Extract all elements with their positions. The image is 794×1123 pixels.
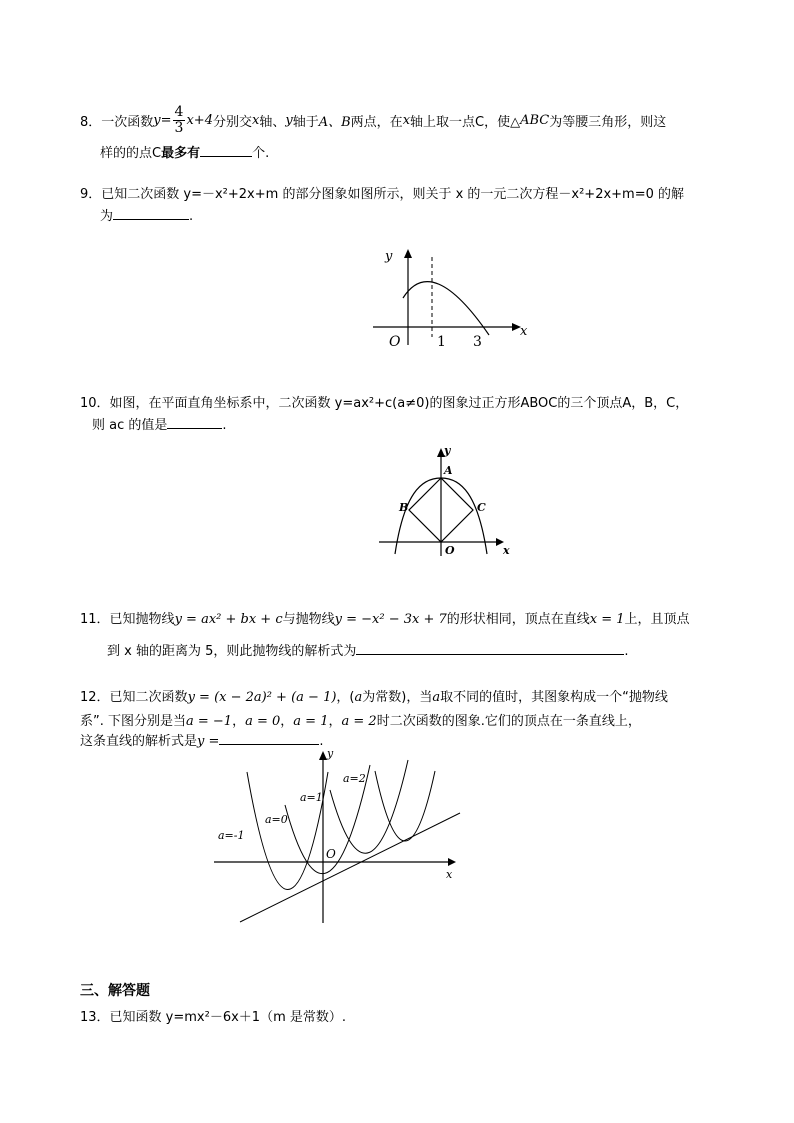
question-text: 则 ac 的值是	[92, 418, 168, 433]
question-text: 已知抛物线	[109, 612, 175, 627]
question-10-line1	[80, 392, 688, 411]
math-var: x	[251, 112, 260, 128]
y-axis-label: y	[385, 249, 393, 264]
question-text: 上，且顶点	[624, 612, 690, 627]
question-text: ，	[280, 714, 294, 729]
figure-9-graph	[365, 245, 530, 355]
question-text: 这条直线的解析式是	[80, 734, 198, 749]
answer-blank[interactable]	[356, 642, 624, 655]
math-expr: y =	[197, 734, 220, 749]
math-var: A、B	[318, 114, 351, 130]
question-text: 与抛物线	[282, 612, 335, 627]
question-11-line1	[80, 608, 690, 627]
tick-label-1: 1	[437, 334, 446, 350]
math-expr: a = −1	[186, 714, 233, 729]
question-text-bold: 最多有	[161, 146, 201, 161]
y-axis-arrow	[404, 249, 412, 258]
label-a-0: a=0	[265, 813, 288, 826]
figure-10-graph	[375, 442, 520, 560]
question-text: 为常数)，当	[362, 690, 433, 705]
question-text: 样的的点C	[100, 146, 162, 161]
math-expr: a = 2	[341, 714, 377, 729]
question-text: 已知二次函数	[109, 690, 188, 705]
math-var: y	[285, 112, 293, 128]
question-text: 取不同的值时，其图象构成一个“抛物线	[440, 690, 668, 705]
answer-blank[interactable]	[113, 207, 189, 220]
math-expr: x = 1	[589, 612, 625, 627]
math-var: x	[402, 112, 411, 128]
question-number: 12．	[80, 690, 110, 705]
answer-blank[interactable]	[167, 416, 222, 429]
question-text: 轴、	[259, 114, 286, 130]
math-expr: a = 0	[245, 714, 281, 729]
math-expr: y=	[153, 112, 172, 128]
question-text: 13．已知函数 y=mx²－6x＋1（m 是常数）.	[80, 1010, 346, 1025]
question-9-line1	[80, 183, 684, 202]
math-var: a	[354, 690, 363, 705]
tick-label-3: 3	[473, 334, 482, 350]
question-text: ，	[232, 714, 246, 729]
question-text: 一次函数	[101, 114, 154, 130]
label-a-minus-1: a=-1	[218, 829, 245, 842]
question-8-line1	[80, 105, 666, 135]
section-heading: 三、解答题	[80, 983, 150, 999]
question-text: 到 x 轴的距离为 5，则此抛物线的解析式为	[107, 644, 357, 659]
question-text: 轴上取一点C，使△	[410, 114, 521, 130]
question-text: 10．如图，在平面直角坐标系中，二次函数 y=ax²+c(a≠0)的图象过正方形ABOC的三个顶点A，B，C，	[80, 396, 689, 411]
point-B-label: B	[399, 501, 409, 514]
y-axis-label: y	[444, 444, 451, 457]
parabola-a-1	[330, 760, 408, 853]
question-text: .	[189, 209, 194, 224]
math-expr: x+4	[186, 112, 213, 128]
figure-12-graph	[210, 745, 470, 930]
question-text: 个.	[252, 146, 270, 161]
origin-label: O	[445, 544, 455, 557]
question-text: .	[319, 734, 324, 749]
question-number: 11．	[80, 612, 110, 627]
question-9-line2	[100, 205, 193, 224]
point-C-label: C	[477, 501, 486, 514]
question-text: 分别交	[212, 114, 252, 130]
answer-blank[interactable]	[200, 144, 252, 157]
origin-label: O	[326, 847, 336, 861]
vertex-line	[240, 813, 460, 922]
question-text: ，(	[336, 690, 355, 705]
question-text: .	[222, 418, 227, 433]
question-text: 为	[100, 209, 114, 224]
math-expr: a = 1	[293, 714, 329, 729]
question-8-line2	[100, 142, 269, 161]
question-text: 轴于	[292, 114, 319, 130]
math-expr: y = ax² + bx + c	[174, 612, 283, 627]
question-text: 为等腰三角形，则这	[549, 114, 667, 130]
question-text: 系”. 下图分别是当	[80, 714, 186, 729]
x-axis-label: x	[503, 544, 510, 557]
question-12-line1	[80, 686, 668, 705]
question-number: 8．	[80, 114, 102, 130]
label-a-2: a=2	[343, 772, 366, 785]
question-text: 9．已知二次函数 y=－x²+2x+m 的部分图象如图所示，则关于 x 的一元二次方程－x²+2x+m=0 的解	[80, 187, 685, 202]
question-11-line2	[107, 640, 629, 659]
math-expr: y = −x² − 3x + 7	[334, 612, 447, 627]
question-12-line2	[80, 710, 641, 729]
y-axis-label: y	[327, 747, 334, 760]
question-text: .	[624, 644, 629, 659]
point-A-label: A	[444, 464, 453, 477]
x-axis-arrow	[448, 858, 456, 866]
fraction-denominator: 3	[174, 119, 184, 136]
question-text: 两点，在	[350, 114, 403, 130]
math-var: a	[432, 690, 441, 705]
fraction	[173, 105, 186, 136]
question-text: ，	[328, 714, 342, 729]
math-var: ABC	[520, 112, 550, 128]
label-a-1: a=1	[300, 791, 323, 804]
y-axis-arrow	[319, 751, 327, 760]
math-expr: y = (x − 2a)² + (a − 1)	[187, 690, 337, 705]
question-text: 的形状相同，顶点在直线	[446, 612, 590, 627]
answer-blank[interactable]	[219, 732, 319, 745]
question-13-line1	[80, 1006, 346, 1025]
x-axis-label: x	[446, 868, 453, 881]
question-text: 时二次函数的图象.它们的顶点在一条直线上，	[376, 714, 641, 729]
origin-label: O	[389, 334, 401, 350]
x-axis-label: x	[520, 324, 528, 339]
parabola-a-2	[375, 771, 435, 841]
fraction-numerator: 4	[174, 103, 184, 120]
question-10-line2	[92, 414, 227, 433]
